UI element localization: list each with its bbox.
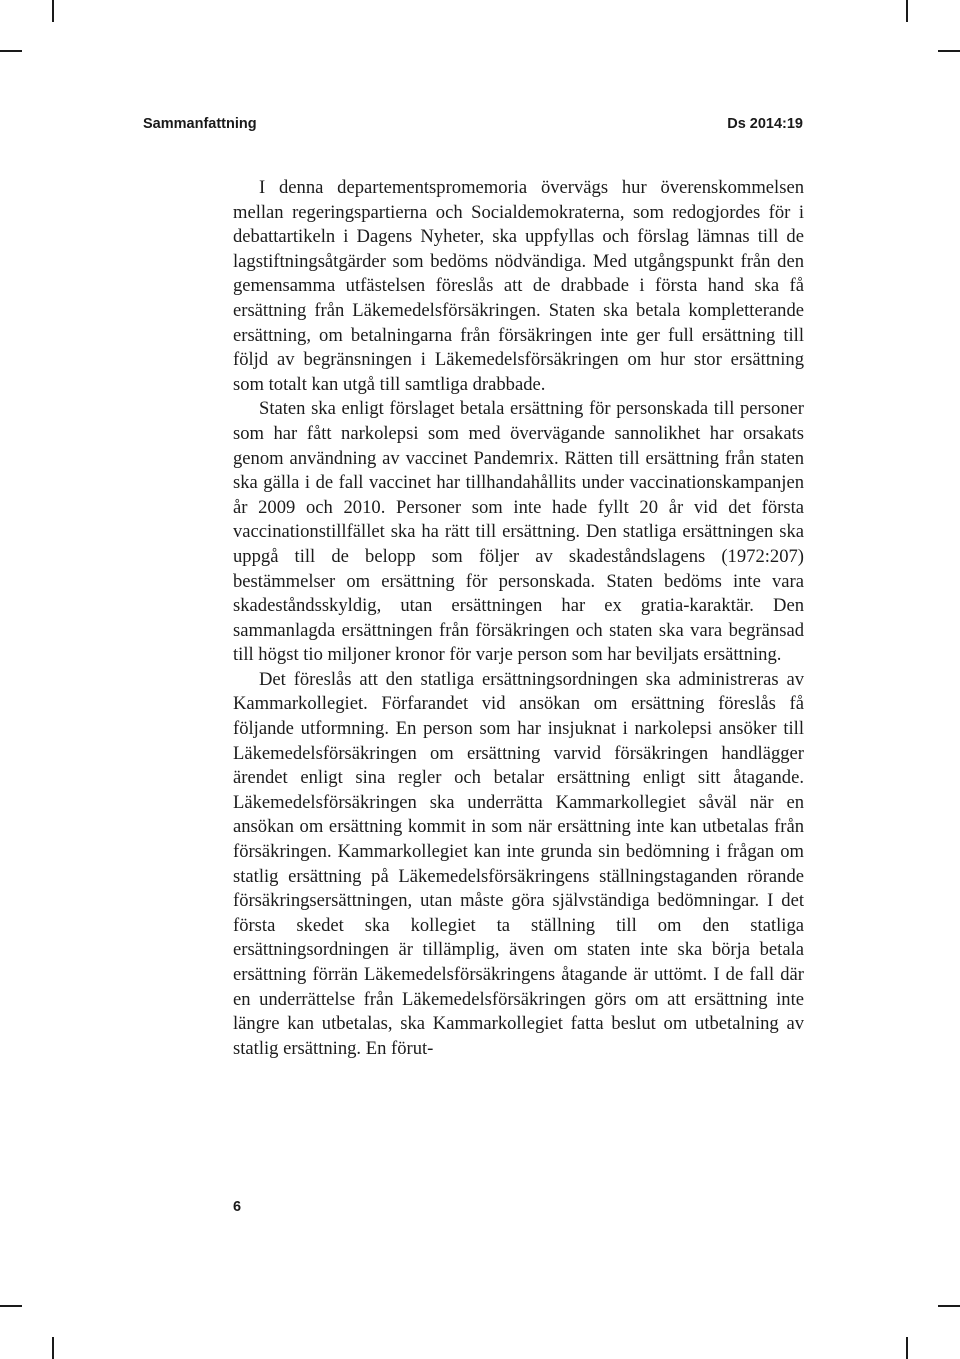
crop-mark-bottom-right [906, 1337, 908, 1359]
page-number: 6 [233, 1199, 242, 1215]
crop-mark-bottom-right [938, 1305, 960, 1307]
paragraph: Staten ska enligt förslaget betala ersättning för personskada till personer som har fått narkolepsi som med övervägande sannolikhet har orsakats genom användning av vaccinet Pandemrix. Rätten till ersättning från staten ska gälla i de fall vaccinet har tillhandahållits under vaccinationskampanjen år 2009 och 2010. Personer som inte hade fyllt 20 år vid det första vaccinationstillfället ska ha rätt till ersättning. Den statliga ersättningen ska uppgå till de belopp som följer av skadeståndslagens (1972:207) bestämmelser om ersättning för personskada. Staten bedöms inte vara skadeståndsskyldig, utan ersättningen har ex gratia-karaktär. Den sammanlagda ersättningen från försäkringen och staten ska vara begränsad till högst tio miljoner kronor för varje person som har beviljats ersättning. [233, 398, 804, 666]
section-title: Sammanfattning [143, 116, 257, 132]
crop-mark-bottom-left [0, 1305, 22, 1307]
crop-mark-top-right [938, 50, 960, 52]
paragraph: I denna departementspromemoria övervägs hur överenskommelsen mellan regeringspartierna och Socialdemokraterna, som redogjordes för i debattartikeln i Dagens Nyheter, ska uppfyllas och förslag lämnas till de lagstiftningsåtgärder som bedöms nödvändiga. Med utgångspunkt från den gemensamma utfästelsen föreslås att de drabbade i första hand ska få ersättning från Läkemedelsförsäkringen. Staten ska betala kompletterande ersättning, om betalningarna från försäkringen inte ger full ersättning till följd av begränsningen i Läkemedelsförsäkringen om hur stor ersättning som totalt kan utgå till samtliga drabbade. [233, 177, 804, 395]
crop-mark-top-left [52, 0, 54, 22]
crop-mark-bottom-left [52, 1337, 54, 1359]
crop-mark-top-right [906, 0, 908, 22]
crop-mark-top-left [0, 50, 22, 52]
body-text [233, 176, 804, 1061]
paragraph: Det föreslås att den statliga ersättningsordningen ska administreras av Kammarkollegiet. Förfarandet vid ansökan om ersättning föreslås få följande utformning. En person som har insjuknat i narkolepsi ansöker till Läkemedelsförsäkringen om ersättning varvid försäkringen handlägger ärendet enligt sina regler och betalar ersättning enligt sitt åtagande. Läkemedelsförsäkringen ska underrätta Kammarkollegiet såväl när en ansökan om ersättning kommit in som när ersättning inte kan utbetalas från försäkringen. Kammarkollegiet kan inte grunda sin bedömning i frågan om statlig ersättning på Läkemedelsförsäkringens ställningstaganden rörande försäkringsersättningen, utan måste göra självständiga bedömningar. I det första skedet ska kollegiet ta ställning till om den statliga ersättningsordningen är tillämplig, även om staten inte ska börja betala ersättning förrän Läkemedelsförsäkringens åtagande är uttömt. I de fall där en underrättelse från Läkemedelsförsäkringen görs om att ersättning inte längre kan utbetalas, ska Kammarkollegiet fatta beslut om utbetalning av statlig ersättning. En förut- [233, 668, 804, 1059]
running-head [143, 116, 803, 132]
document-id: Ds 2014:19 [727, 116, 803, 132]
